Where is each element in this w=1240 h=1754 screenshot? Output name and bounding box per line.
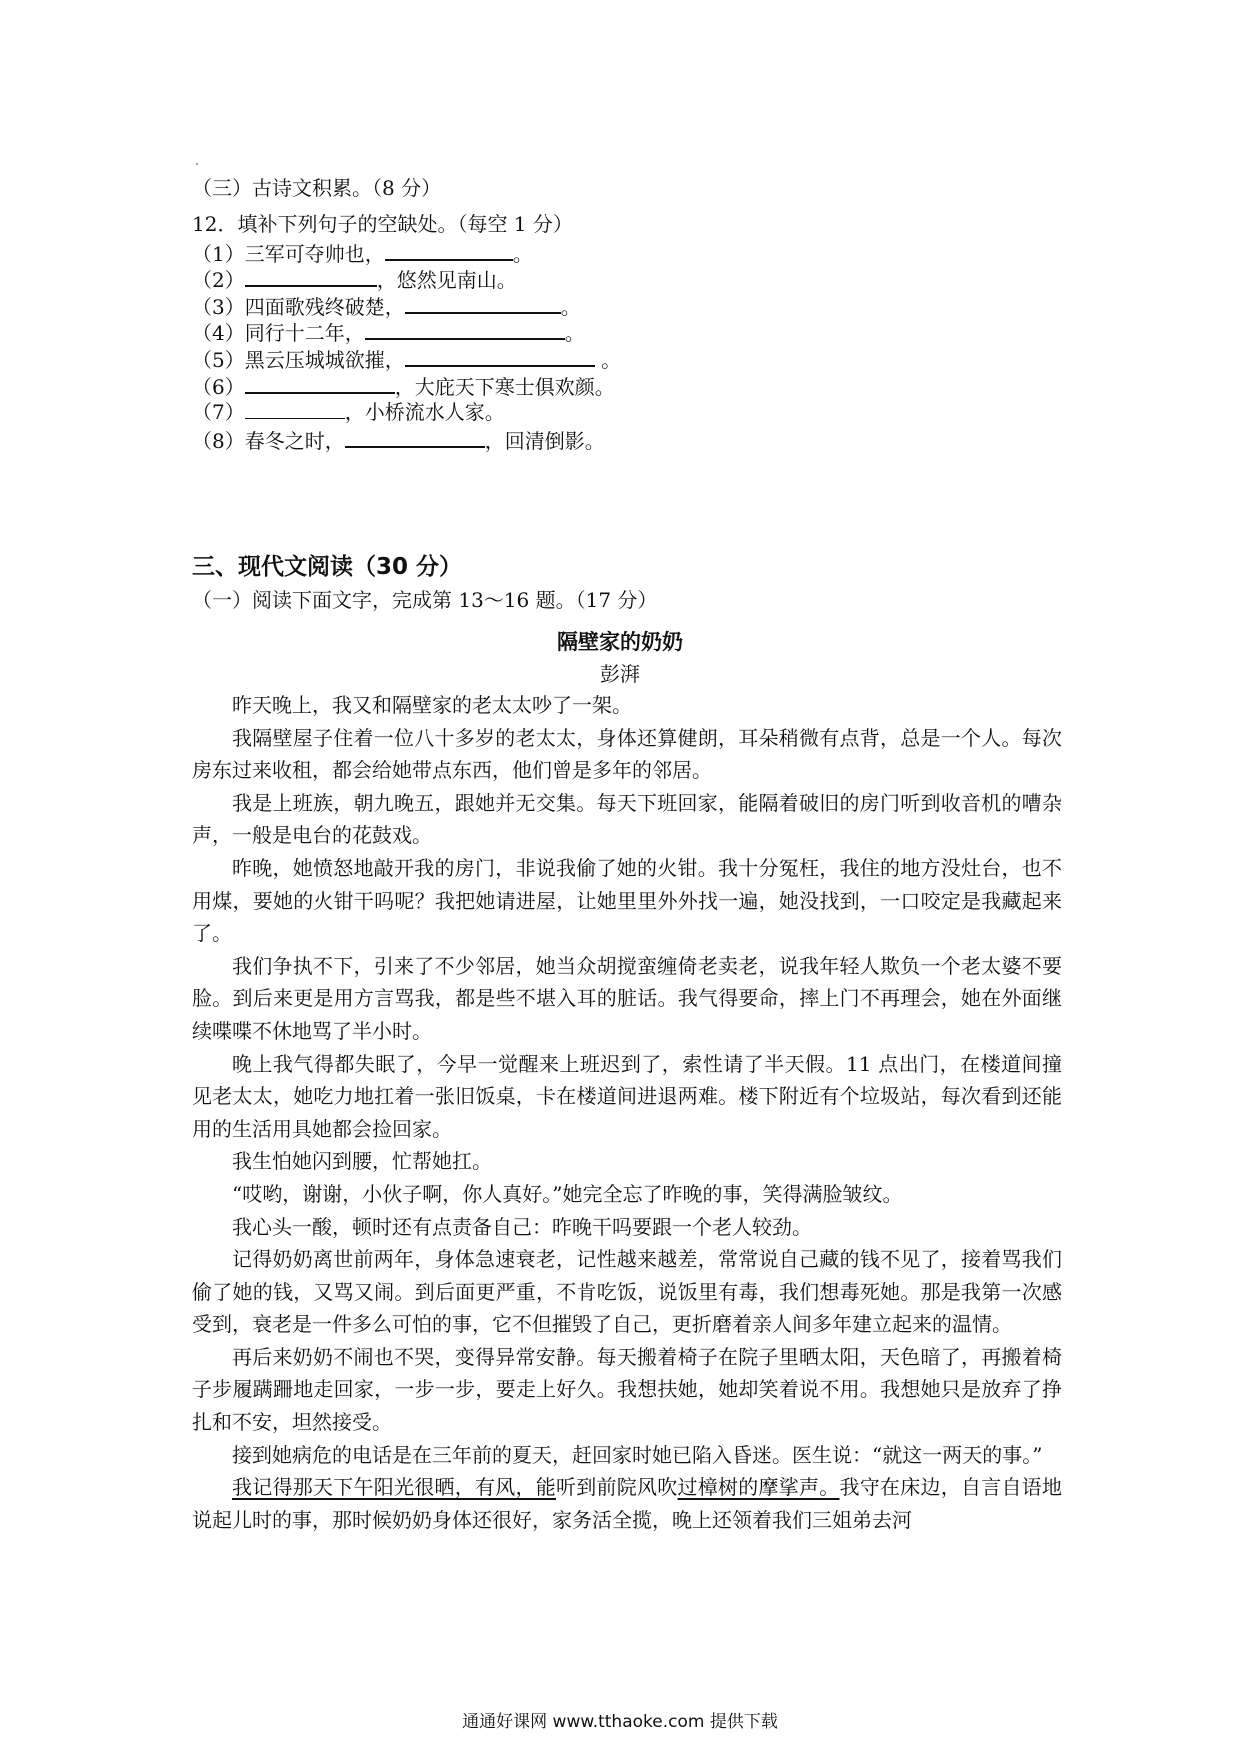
answer-blank[interactable] (365, 320, 565, 340)
item-number: （3） (192, 295, 245, 319)
section-title-modern-reading: 三、现代文阅读（30 分） (192, 554, 463, 580)
item-text-before: 黑云压城城欲摧， (244, 348, 405, 372)
article-title: 隔壁家的奶奶 (557, 630, 683, 654)
paragraph: “哎哟，谢谢，小伙子啊，你人真好。”她完全忘了昨晚的事，笑得满脸皱纹。 (232, 1181, 903, 1206)
item-text-after: ，回清倒影。 (484, 429, 605, 453)
paragraph: 记得奶奶离世前两年，身体急速衰老，记性越来越差，常常说自己藏的钱不见了，接着骂我们偷了她的钱，又骂又闹。到后面更严重，不肯吃饭，说饭里有毒，我们想毒死她。那是我第一次感受到，衰老是一件多么可怕的事，它不但摧毁了自己，更折磨着亲人间多年建立起来的温情。 (192, 1247, 1062, 1337)
answer-blank[interactable] (245, 267, 377, 287)
item-number: （2） (192, 268, 245, 292)
plain-text: 我守在床边，自言自语地说起儿时的事，那时候奶奶身体还很好，家务活全揽，晚上还领着我们三姐弟去河 (192, 1475, 1062, 1532)
section-heading-ancient-poetry: （三）古诗文积累。（8 分） (192, 176, 442, 200)
paragraph: 晚上我气得都失眠了，今早一觉醒来上班迟到了，索性请了半天假。11 点出门，在楼道间撞见老太太，她吃力地扛着一张旧饭桌，卡在楼道间进退两难。楼下附近有个垃圾站，每次看到还能用的生活用具她都会捡回家。 (192, 1051, 1062, 1141)
reading-instruction: （一）阅读下面文字，完成第 13～16 题。（17 分） (192, 588, 658, 612)
item-text-after: 。 (564, 321, 585, 345)
item-text-after: 。 (594, 348, 622, 372)
answer-blank[interactable] (245, 400, 345, 419)
paragraph: 我生怕她闪到腰，忙帮她扛。 (232, 1149, 492, 1174)
item-text-after: 。 (560, 295, 581, 319)
answer-blank[interactable] (405, 294, 561, 314)
fill-item-8 (192, 428, 605, 451)
answer-blank[interactable] (345, 428, 485, 448)
item-number: （8） (192, 429, 245, 453)
underlined-text: 过樟树的摩挲声。 (677, 1475, 840, 1500)
fill-item-7 (192, 400, 505, 422)
answer-blank[interactable] (245, 374, 395, 394)
item-number: （4） (192, 321, 245, 345)
item-text-before: 同行十二年， (244, 321, 365, 345)
fill-item-2 (192, 267, 517, 290)
item-number: （7） (192, 400, 245, 424)
paragraph: 我是上班族，朝九晚五，跟她并无交集。每天下班回家，能隔着破旧的房门听到收音机的嘈杂声，一般是电台的花鼓戏。 (192, 790, 1062, 848)
item-text-after: 。 (512, 242, 533, 266)
item-number: （6） (192, 375, 245, 399)
answer-blank[interactable] (385, 241, 513, 261)
item-text-after: ，小桥流水人家。 (344, 400, 505, 424)
fill-item-1 (192, 241, 533, 264)
question-12-prompt: 12．填补下列句子的空缺处。（每空 1 分） (192, 212, 573, 236)
scan-speck (196, 163, 198, 165)
paragraph: 再后来奶奶不闹也不哭，变得异常安静。每天搬着椅子在院子里晒太阳，天色暗了，再搬着椅子步履蹒跚地走回家，一步一步，要走上好久。我想扶她，她却笑着说不用。我想她只是放弃了挣扎和不安，坦然接受。 (192, 1344, 1062, 1435)
underlined-text: 我记得那天下午阳光很晒，有风，能 (232, 1475, 556, 1500)
paragraph: 我心头一酸，顿时还有点责备自己：昨晚干吗要跟一个老人较劲。 (232, 1214, 812, 1239)
paragraph: 昨晚，她愤怒地敲开我的房门，非说我偷了她的火钳。我十分冤枉，我住的地方没灶台，也不用煤，要她的火钳干吗呢？我把她请进屋，让她里里外外找一遍，她没找到，一口咬定是我藏起来了。 (192, 855, 1062, 946)
paragraph: 接到她病危的电话是在三年前的夏天，赶回家时她已陷入昏迷。医生说：“就这一两天的事。” (232, 1442, 1043, 1467)
item-text-before: 四面歌残终破楚， (244, 295, 405, 319)
paragraph-underlined (192, 1471, 1062, 1536)
article-body (192, 689, 1062, 1536)
answer-blank[interactable] (405, 347, 595, 367)
item-number: （5） (192, 348, 245, 372)
fill-item-4 (192, 320, 585, 343)
item-text-before: 三军可夺帅也， (244, 242, 385, 266)
fill-item-5 (192, 347, 621, 370)
item-text-after: ，悠然见南山。 (376, 268, 517, 292)
fill-item-6 (192, 374, 615, 397)
item-number: （1） (192, 242, 245, 266)
page-footer: 通通好课网 www.tthaoke.com 提供下载 (462, 1712, 778, 1732)
article-author: 彭湃 (600, 662, 640, 686)
item-text-after: ，大庇天下寒士俱欢颜。 (394, 375, 615, 399)
plain-text: 听到前院风吹 (556, 1475, 678, 1500)
paragraph: 昨天晚上，我又和隔壁家的老太太吵了一架。 (232, 693, 632, 717)
paragraph: 我隔壁屋子住着一位八十多岁的老太太，身体还算健朗，耳朵稍微有点背，总是一个人。每次房东过来收租，都会给她带点东西，他们曾是多年的邻居。 (192, 725, 1062, 783)
item-text-before: 春冬之时， (244, 429, 345, 453)
fill-item-3 (192, 294, 581, 317)
paragraph: 我们争执不下，引来了不少邻居，她当众胡搅蛮缠倚老卖老，说我年轻人欺负一个老太婆不要脸。到后来更是用方言骂我，都是些不堪入耳的脏话。我气得要命，摔上门不再理会，她在外面继续喋喋不休地骂了半小时。 (192, 953, 1062, 1043)
